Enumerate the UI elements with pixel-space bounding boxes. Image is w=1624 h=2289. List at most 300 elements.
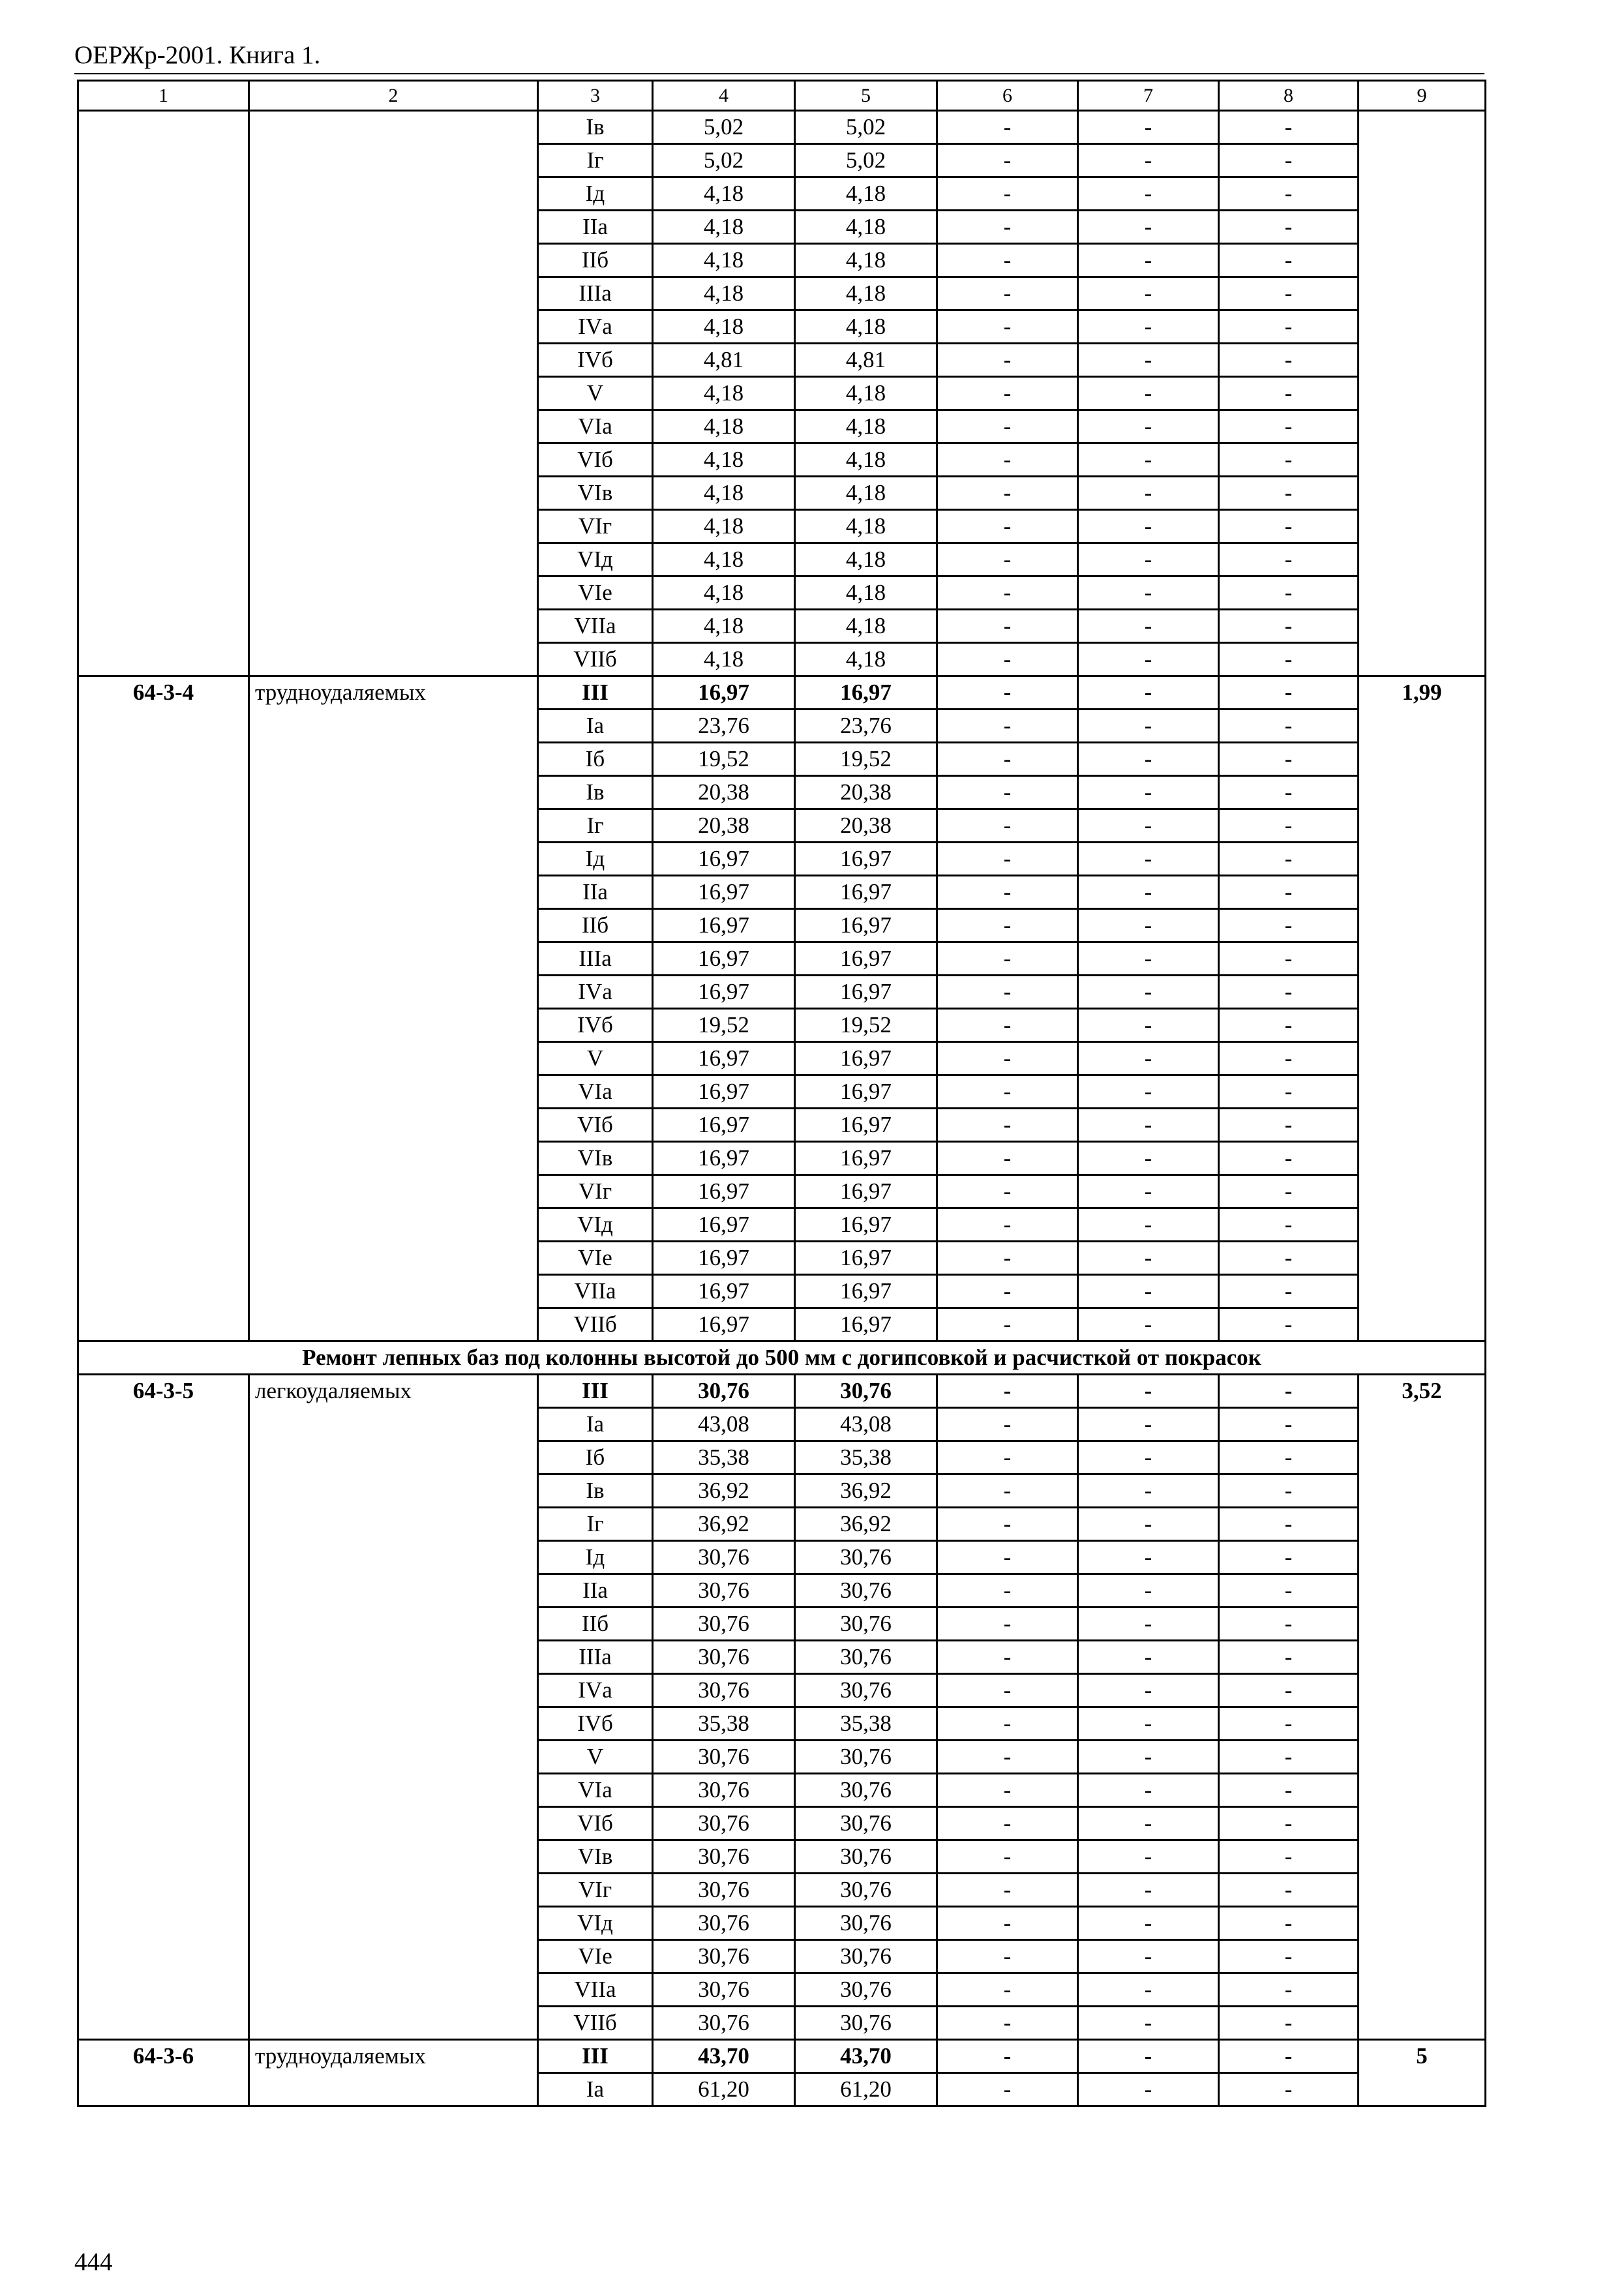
zone-cell: VIд: [538, 1208, 653, 1242]
value-cell-4: 36,92: [653, 1508, 795, 1541]
value-cell-8: -: [1219, 2073, 1359, 2106]
zone-cell: VIIб: [538, 1308, 653, 1341]
value-cell-6: -: [937, 1707, 1078, 1741]
table-row: [78, 1375, 1486, 1408]
value-cell-8: -: [1219, 976, 1359, 1009]
zone-cell: Iд: [538, 843, 653, 876]
value-cell-5: 30,76: [795, 1907, 937, 1940]
zone-cell: VIв: [538, 477, 653, 510]
value-cell-5: 16,97: [795, 1208, 937, 1242]
zone-cell: IVа: [538, 1674, 653, 1707]
value-cell-5: 30,76: [795, 1807, 937, 1840]
value-cell-8: -: [1219, 410, 1359, 443]
value-cell-6: -: [937, 477, 1078, 510]
value-cell-5: 16,97: [795, 1242, 937, 1275]
value-cell-8: -: [1219, 610, 1359, 643]
value-cell-7: -: [1078, 1574, 1219, 1608]
table-row: [78, 2040, 1486, 2073]
value-cell-4: 30,76: [653, 1375, 795, 1408]
value-cell-8: -: [1219, 477, 1359, 510]
value-cell-7: -: [1078, 1175, 1219, 1208]
value-cell-8: -: [1219, 111, 1359, 144]
value-cell-6: -: [937, 643, 1078, 676]
value-cell-5: 30,76: [795, 1774, 937, 1807]
value-cell-5: 30,76: [795, 2007, 937, 2040]
value-cell-7: -: [1078, 743, 1219, 776]
value-cell-8: -: [1219, 743, 1359, 776]
value-cell-8: -: [1219, 1641, 1359, 1674]
zone-cell: IVа: [538, 310, 653, 344]
value-cell-4: 16,97: [653, 1175, 795, 1208]
unit-cell: [1359, 111, 1486, 676]
value-cell-7: -: [1078, 1608, 1219, 1641]
zone-cell: Iв: [538, 776, 653, 809]
table-row: [78, 111, 1486, 144]
zone-cell: VIIб: [538, 2007, 653, 2040]
value-cell-6: -: [937, 710, 1078, 743]
zone-cell: V: [538, 377, 653, 410]
zone-cell: VIIа: [538, 1275, 653, 1308]
value-cell-7: -: [1078, 576, 1219, 610]
value-cell-4: 4,18: [653, 510, 795, 543]
value-cell-6: -: [937, 277, 1078, 310]
zone-cell: VIа: [538, 410, 653, 443]
value-cell-4: 4,18: [653, 410, 795, 443]
value-cell-6: -: [937, 1142, 1078, 1175]
zone-cell: Iг: [538, 809, 653, 843]
value-cell-8: -: [1219, 2007, 1359, 2040]
value-cell-6: -: [937, 2007, 1078, 2040]
value-cell-4: 20,38: [653, 776, 795, 809]
value-cell-4: 16,97: [653, 1075, 795, 1109]
value-cell-4: 4,18: [653, 211, 795, 244]
value-cell-8: -: [1219, 1009, 1359, 1042]
header-rule: [74, 73, 1484, 74]
zone-cell: IIа: [538, 211, 653, 244]
value-cell-7: -: [1078, 510, 1219, 543]
value-cell-7: -: [1078, 1242, 1219, 1275]
value-cell-6: -: [937, 776, 1078, 809]
value-cell-4: 4,18: [653, 443, 795, 477]
value-cell-4: 16,97: [653, 876, 795, 909]
name-cell: трудноудаляемых: [249, 2040, 538, 2106]
zone-cell: IIа: [538, 1574, 653, 1608]
value-cell-7: -: [1078, 1774, 1219, 1807]
value-cell-8: -: [1219, 1541, 1359, 1574]
value-cell-8: -: [1219, 1375, 1359, 1408]
value-cell-6: -: [937, 1774, 1078, 1807]
table-row: [78, 676, 1486, 710]
value-cell-6: -: [937, 1075, 1078, 1109]
value-cell-7: -: [1078, 1474, 1219, 1508]
value-cell-6: -: [937, 1408, 1078, 1441]
value-cell-5: 35,38: [795, 1707, 937, 1741]
value-cell-6: -: [937, 211, 1078, 244]
zone-cell: Iг: [538, 1508, 653, 1541]
value-cell-4: 35,38: [653, 1441, 795, 1474]
value-cell-5: 36,92: [795, 1508, 937, 1541]
value-cell-6: -: [937, 1242, 1078, 1275]
value-cell-6: -: [937, 1474, 1078, 1508]
value-cell-8: -: [1219, 876, 1359, 909]
value-cell-5: 4,18: [795, 410, 937, 443]
value-cell-5: 4,18: [795, 576, 937, 610]
zone-cell: IIа: [538, 876, 653, 909]
value-cell-7: -: [1078, 776, 1219, 809]
page-number: 444: [74, 2248, 113, 2276]
zone-cell: Iа: [538, 2073, 653, 2106]
value-cell-4: 16,97: [653, 843, 795, 876]
value-cell-8: -: [1219, 1441, 1359, 1474]
value-cell-6: -: [937, 177, 1078, 211]
value-cell-5: 43,70: [795, 2040, 937, 2073]
value-cell-4: 19,52: [653, 743, 795, 776]
value-cell-7: -: [1078, 144, 1219, 177]
value-cell-7: -: [1078, 942, 1219, 976]
code-cell: [78, 111, 249, 676]
value-cell-8: -: [1219, 1208, 1359, 1242]
value-cell-4: 4,18: [653, 177, 795, 211]
value-cell-4: 16,97: [653, 1142, 795, 1175]
value-cell-4: 19,52: [653, 1009, 795, 1042]
value-cell-5: 4,18: [795, 377, 937, 410]
zone-cell: Iв: [538, 1474, 653, 1508]
value-cell-7: -: [1078, 1009, 1219, 1042]
value-cell-5: 4,18: [795, 310, 937, 344]
value-cell-4: 4,18: [653, 610, 795, 643]
value-cell-8: -: [1219, 1042, 1359, 1075]
zone-cell: VIв: [538, 1142, 653, 1175]
value-cell-6: -: [937, 1042, 1078, 1075]
value-cell-5: 16,97: [795, 1042, 937, 1075]
unit-cell: 1,99: [1359, 676, 1486, 1341]
value-cell-4: 16,97: [653, 1275, 795, 1308]
value-cell-7: -: [1078, 1441, 1219, 1474]
value-cell-7: -: [1078, 1208, 1219, 1242]
value-cell-7: -: [1078, 843, 1219, 876]
zone-cell: IVб: [538, 1009, 653, 1042]
value-cell-6: -: [937, 1375, 1078, 1408]
value-cell-8: -: [1219, 144, 1359, 177]
column-header: 5: [795, 81, 937, 111]
value-cell-5: 4,18: [795, 610, 937, 643]
value-cell-8: -: [1219, 809, 1359, 843]
value-cell-6: -: [937, 1009, 1078, 1042]
value-cell-6: -: [937, 144, 1078, 177]
value-cell-8: -: [1219, 377, 1359, 410]
value-cell-5: 16,97: [795, 676, 937, 710]
value-cell-7: -: [1078, 277, 1219, 310]
value-cell-5: 30,76: [795, 1608, 937, 1641]
value-cell-6: -: [937, 1608, 1078, 1641]
value-cell-7: -: [1078, 443, 1219, 477]
value-cell-8: -: [1219, 510, 1359, 543]
value-cell-6: -: [937, 610, 1078, 643]
zone-cell: IIб: [538, 244, 653, 277]
zone-cell: VIд: [538, 543, 653, 576]
value-cell-6: -: [937, 1308, 1078, 1341]
zone-cell: Iб: [538, 743, 653, 776]
value-cell-7: -: [1078, 676, 1219, 710]
column-number-row: [78, 81, 1486, 111]
value-cell-5: 19,52: [795, 1009, 937, 1042]
value-cell-4: 30,76: [653, 1973, 795, 2007]
rates-table: [77, 80, 1486, 2107]
value-cell-7: -: [1078, 710, 1219, 743]
name-cell: легкоудаляемых: [249, 1375, 538, 2040]
value-cell-5: 30,76: [795, 1874, 937, 1907]
zone-cell: Iа: [538, 1408, 653, 1441]
value-cell-8: -: [1219, 1840, 1359, 1874]
value-cell-8: -: [1219, 776, 1359, 809]
value-cell-5: 4,81: [795, 344, 937, 377]
zone-cell: IIIа: [538, 1641, 653, 1674]
zone-cell: VIд: [538, 1907, 653, 1940]
zone-cell: III: [538, 676, 653, 710]
zone-cell: Iг: [538, 144, 653, 177]
value-cell-5: 61,20: [795, 2073, 937, 2106]
value-cell-4: 30,76: [653, 1574, 795, 1608]
value-cell-7: -: [1078, 909, 1219, 942]
column-header: 7: [1078, 81, 1219, 111]
value-cell-7: -: [1078, 2073, 1219, 2106]
value-cell-8: -: [1219, 676, 1359, 710]
value-cell-5: 16,97: [795, 1142, 937, 1175]
zone-cell: III: [538, 2040, 653, 2073]
value-cell-6: -: [937, 909, 1078, 942]
value-cell-7: -: [1078, 1973, 1219, 2007]
value-cell-5: 20,38: [795, 809, 937, 843]
value-cell-7: -: [1078, 1674, 1219, 1707]
value-cell-8: -: [1219, 543, 1359, 576]
zone-cell: IVа: [538, 976, 653, 1009]
value-cell-6: -: [937, 1508, 1078, 1541]
value-cell-7: -: [1078, 976, 1219, 1009]
value-cell-8: -: [1219, 1608, 1359, 1641]
value-cell-6: -: [937, 1907, 1078, 1940]
value-cell-8: -: [1219, 843, 1359, 876]
value-cell-5: 30,76: [795, 1641, 937, 1674]
value-cell-4: 16,97: [653, 1308, 795, 1341]
value-cell-4: 30,76: [653, 1774, 795, 1807]
name-cell: [249, 111, 538, 676]
zone-cell: VIе: [538, 1242, 653, 1275]
value-cell-4: 4,18: [653, 576, 795, 610]
value-cell-5: 16,97: [795, 1075, 937, 1109]
value-cell-5: 30,76: [795, 1574, 937, 1608]
value-cell-5: 30,76: [795, 1840, 937, 1874]
value-cell-6: -: [937, 410, 1078, 443]
value-cell-4: 4,18: [653, 244, 795, 277]
value-cell-4: 35,38: [653, 1707, 795, 1741]
value-cell-5: 16,97: [795, 1109, 937, 1142]
value-cell-7: -: [1078, 1741, 1219, 1774]
value-cell-4: 30,76: [653, 1840, 795, 1874]
value-cell-4: 4,18: [653, 643, 795, 676]
zone-cell: Iд: [538, 1541, 653, 1574]
value-cell-5: 30,76: [795, 1674, 937, 1707]
value-cell-6: -: [937, 344, 1078, 377]
value-cell-8: -: [1219, 310, 1359, 344]
value-cell-8: -: [1219, 1242, 1359, 1275]
value-cell-5: 30,76: [795, 1375, 937, 1408]
value-cell-4: 4,18: [653, 310, 795, 344]
value-cell-6: -: [937, 743, 1078, 776]
zone-cell: IIIа: [538, 277, 653, 310]
value-cell-6: -: [937, 576, 1078, 610]
value-cell-8: -: [1219, 1142, 1359, 1175]
value-cell-4: 23,76: [653, 710, 795, 743]
value-cell-4: 30,76: [653, 1807, 795, 1840]
value-cell-5: 16,97: [795, 1175, 937, 1208]
value-cell-4: 5,02: [653, 144, 795, 177]
code-cell: 64-3-6: [78, 2040, 249, 2106]
value-cell-6: -: [937, 443, 1078, 477]
value-cell-8: -: [1219, 244, 1359, 277]
value-cell-5: 4,18: [795, 510, 937, 543]
value-cell-7: -: [1078, 610, 1219, 643]
value-cell-7: -: [1078, 211, 1219, 244]
value-cell-7: -: [1078, 1840, 1219, 1874]
value-cell-8: -: [1219, 1807, 1359, 1840]
value-cell-8: -: [1219, 1175, 1359, 1208]
value-cell-6: -: [937, 510, 1078, 543]
value-cell-7: -: [1078, 177, 1219, 211]
value-cell-5: 30,76: [795, 1940, 937, 1973]
value-cell-4: 30,76: [653, 1608, 795, 1641]
name-cell: трудноудаляемых: [249, 676, 538, 1341]
code-cell: 64-3-5: [78, 1375, 249, 2040]
zone-cell: VIб: [538, 1807, 653, 1840]
zone-cell: Iа: [538, 710, 653, 743]
value-cell-5: 4,18: [795, 211, 937, 244]
value-cell-6: -: [937, 676, 1078, 710]
value-cell-5: 4,18: [795, 443, 937, 477]
value-cell-5: 5,02: [795, 144, 937, 177]
value-cell-4: 30,76: [653, 1940, 795, 1973]
zone-cell: VIг: [538, 1175, 653, 1208]
value-cell-7: -: [1078, 643, 1219, 676]
value-cell-5: 16,97: [795, 843, 937, 876]
value-cell-4: 30,76: [653, 1641, 795, 1674]
value-cell-4: 30,76: [653, 2007, 795, 2040]
value-cell-7: -: [1078, 876, 1219, 909]
value-cell-6: -: [937, 377, 1078, 410]
value-cell-7: -: [1078, 1807, 1219, 1840]
value-cell-7: -: [1078, 310, 1219, 344]
value-cell-6: -: [937, 942, 1078, 976]
zone-cell: VIIб: [538, 643, 653, 676]
value-cell-8: -: [1219, 211, 1359, 244]
value-cell-6: -: [937, 1973, 1078, 2007]
value-cell-4: 16,97: [653, 1208, 795, 1242]
column-header: 8: [1219, 81, 1359, 111]
value-cell-7: -: [1078, 1075, 1219, 1109]
value-cell-4: 4,18: [653, 277, 795, 310]
value-cell-7: -: [1078, 1907, 1219, 1940]
column-header: 1: [78, 81, 249, 111]
value-cell-8: -: [1219, 909, 1359, 942]
value-cell-5: 16,97: [795, 976, 937, 1009]
section-title-row: [78, 1341, 1486, 1375]
column-header: 4: [653, 81, 795, 111]
zone-cell: III: [538, 1375, 653, 1408]
column-header: 2: [249, 81, 538, 111]
value-cell-5: 16,97: [795, 942, 937, 976]
value-cell-6: -: [937, 1275, 1078, 1308]
value-cell-5: 16,97: [795, 909, 937, 942]
value-cell-7: -: [1078, 477, 1219, 510]
zone-cell: VIб: [538, 1109, 653, 1142]
value-cell-8: -: [1219, 1075, 1359, 1109]
value-cell-8: -: [1219, 1907, 1359, 1940]
value-cell-7: -: [1078, 2007, 1219, 2040]
zone-cell: IVб: [538, 344, 653, 377]
value-cell-8: -: [1219, 942, 1359, 976]
value-cell-6: -: [937, 1541, 1078, 1574]
value-cell-6: -: [937, 2040, 1078, 2073]
value-cell-8: -: [1219, 1109, 1359, 1142]
zone-cell: VIIа: [538, 1973, 653, 2007]
value-cell-5: 16,97: [795, 1275, 937, 1308]
value-cell-4: 16,97: [653, 942, 795, 976]
value-cell-4: 4,18: [653, 543, 795, 576]
zone-cell: VIг: [538, 510, 653, 543]
value-cell-7: -: [1078, 809, 1219, 843]
value-cell-6: -: [937, 1741, 1078, 1774]
value-cell-4: 4,18: [653, 377, 795, 410]
value-cell-4: 16,97: [653, 1042, 795, 1075]
value-cell-4: 16,97: [653, 976, 795, 1009]
zone-cell: VIе: [538, 576, 653, 610]
zone-cell: VIа: [538, 1774, 653, 1807]
value-cell-6: -: [937, 1674, 1078, 1707]
value-cell-5: 23,76: [795, 710, 937, 743]
value-cell-5: 30,76: [795, 1541, 937, 1574]
value-cell-8: -: [1219, 344, 1359, 377]
zone-cell: VIа: [538, 1075, 653, 1109]
value-cell-4: 4,18: [653, 477, 795, 510]
value-cell-7: -: [1078, 1940, 1219, 1973]
value-cell-6: -: [937, 1574, 1078, 1608]
value-cell-8: -: [1219, 576, 1359, 610]
zone-cell: Iд: [538, 177, 653, 211]
zone-cell: VIIа: [538, 610, 653, 643]
value-cell-8: -: [1219, 1308, 1359, 1341]
value-cell-6: -: [937, 843, 1078, 876]
value-cell-4: 36,92: [653, 1474, 795, 1508]
zone-cell: VIб: [538, 443, 653, 477]
value-cell-6: -: [937, 809, 1078, 843]
value-cell-6: -: [937, 111, 1078, 144]
value-cell-5: 4,18: [795, 477, 937, 510]
code-cell: 64-3-4: [78, 676, 249, 1341]
value-cell-7: -: [1078, 1042, 1219, 1075]
value-cell-8: -: [1219, 1508, 1359, 1541]
value-cell-6: -: [937, 1175, 1078, 1208]
value-cell-5: 5,02: [795, 111, 937, 144]
value-cell-8: -: [1219, 277, 1359, 310]
value-cell-5: 35,38: [795, 1441, 937, 1474]
value-cell-8: -: [1219, 1275, 1359, 1308]
zone-cell: Iб: [538, 1441, 653, 1474]
value-cell-5: 43,08: [795, 1408, 937, 1441]
value-cell-5: 20,38: [795, 776, 937, 809]
zone-cell: IIб: [538, 1608, 653, 1641]
value-cell-4: 16,97: [653, 1109, 795, 1142]
value-cell-5: 19,52: [795, 743, 937, 776]
value-cell-5: 30,76: [795, 1741, 937, 1774]
